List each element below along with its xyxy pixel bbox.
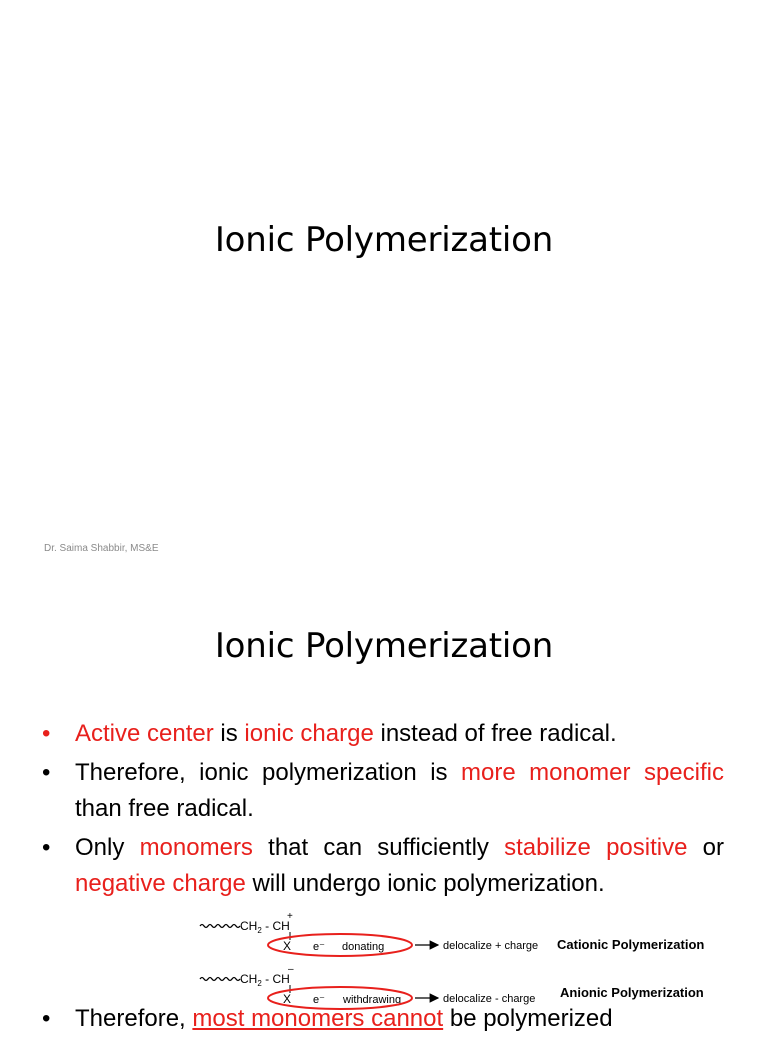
cationic-polymerization-label: Cationic Polymerization <box>557 937 705 952</box>
substituent-x: X <box>283 939 292 953</box>
effect-label: donating <box>342 941 385 953</box>
bullet-text-part: is <box>213 720 245 747</box>
bullet-text-part: monomers <box>139 834 253 861</box>
electron-symbol: e⁻ <box>313 941 325 953</box>
bullet-text-part: negative charge <box>75 870 246 897</box>
bullet-text-part: will undergo ionic polymerization. <box>245 870 605 897</box>
positive-charge: + <box>287 911 293 922</box>
negative-charge: – <box>288 964 294 975</box>
chain-group: $CH_2$ - CH <box>240 972 290 988</box>
bullet-text-part: Therefore, <box>75 1005 193 1032</box>
slide-footer: Dr. Saima Shabbir, MS&E <box>44 543 159 554</box>
anionic-polymerization-label: Anionic Polymerization <box>560 985 704 1000</box>
bullet-text-part: Active center <box>75 720 214 747</box>
polymerization-diagram <box>195 910 735 1010</box>
result-label: delocalize + charge <box>443 940 539 952</box>
slide-title: Ionic Polymerization <box>214 626 554 666</box>
substituent-x: X <box>283 992 292 1006</box>
bullet-text-part: most monomers cannot <box>192 1005 444 1032</box>
effect-label: withdrawing <box>343 994 402 1006</box>
bullet-item <box>42 830 724 902</box>
bullet-dot-icon: • <box>42 834 51 861</box>
content-slide <box>0 576 768 1032</box>
bullet-text-part: that can sufficiently <box>252 834 505 861</box>
polymer-chain-wavy <box>200 978 240 981</box>
bullet-dot-icon: • <box>42 759 51 786</box>
bullet-item <box>42 755 724 827</box>
bullet-text-part: or <box>687 834 724 861</box>
bullet-text-part: ionic charge <box>244 720 374 747</box>
cationic-row <box>200 911 704 956</box>
bullet-text-part: instead of free radical. <box>373 720 617 747</box>
mechanism-figure <box>195 910 735 1010</box>
slide-title: Ionic Polymerization <box>214 220 554 260</box>
polymer-chain-wavy <box>200 925 240 928</box>
bullet-text-part: Therefore, ionic polymerization is <box>75 759 461 786</box>
bullet-list <box>42 716 724 905</box>
bullet-text-part: be polymerized <box>443 1005 613 1032</box>
chain-group: $CH_2$ - CH <box>240 919 290 935</box>
bullet-dot-icon: • <box>42 720 51 747</box>
bullet-item-partial <box>42 1001 724 1037</box>
result-label: delocalize - charge <box>443 993 536 1005</box>
electron-symbol: e⁻ <box>313 994 325 1006</box>
bullet-dot-icon: • <box>42 1005 51 1032</box>
bullet-text-part: Only <box>75 834 140 861</box>
bullet-item <box>42 716 724 752</box>
bullet-text-part: than free radical. <box>75 795 254 822</box>
bullet-text-part: stabilize positive <box>504 834 688 861</box>
bullet-text-part: more monomer specific <box>460 759 724 786</box>
